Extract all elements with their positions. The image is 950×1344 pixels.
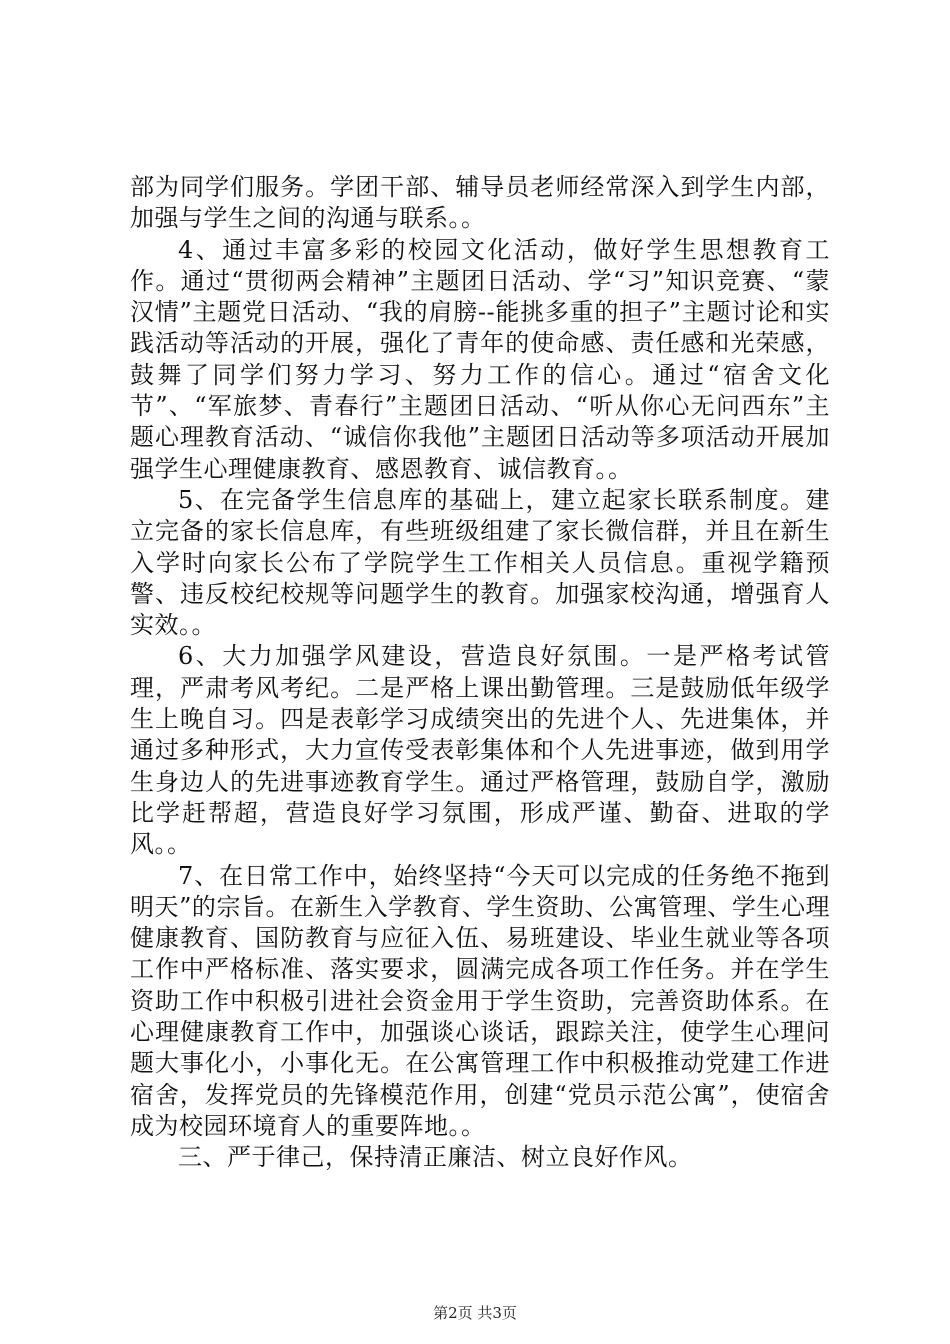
paragraph-item-7-daily-work: 7、在日常工作中，始终坚持“今天可以完成的任务绝不拖到明天”的宗旨。在新生入学教育、学生资助、公寓管理、学生心理健康教育、国防教育与应征入伍、易班建设、毕业生就业等各项工作中严格标准、落实要求，圆满完成各项工作任务。并在学生资助工作中积极引进社会资金用于学生资助，完善资助体系。在心理健康教育工作中，加强谈心谈话，跟踪关注，使学生心理问题大事化小，小事化无。在公寓管理工作中积极推动党建工作进宿舍，发挥党员的先锋模范作用，创建“党员示范公寓”，使宿舍成为校园环境育人的重要阵地。。 bbox=[130, 861, 830, 1140]
document-body bbox=[130, 172, 830, 1174]
paragraph-continuation: 部为同学们服务。学团干部、辅导员老师经常深入到学生内部，加强与学生之间的沟通与联系。。 bbox=[130, 173, 830, 233]
page-number-footer: 第2页 共3页 bbox=[433, 1304, 517, 1322]
section-heading-three: 三、严于律己，保持清正廉洁、树立良好作风。 bbox=[178, 1143, 693, 1172]
paragraph-item-6-study-style: 6、大力加强学风建设，营造良好氛围。一是严格考试管理，严肃考风考纪。二是严格上课出勤管理。三是鼓励低年级学生上晚自习。四是表彰学习成绩突出的先进个人、先进集体，并通过多种形式，大力宣传受表彰集体和个人先进事迹，做到用学生身边人的先进事迹教育学生。通过严格管理，鼓励自学，激励比学赶帮超，营造良好学习氛围，形成严谨、勤奋、进取的学风。。 bbox=[130, 642, 830, 859]
paragraph-item-5-parent-contact: 5、在完备学生信息库的基础上，建立起家长联系制度。建立完备的家长信息库，有些班级组建了家长微信群，并且在新生入学时向家长公布了学院学生工作相关人员信息。重视学籍预警、违反校纪校规等问题学生的教育。加强家校沟通，增强育人实效。。 bbox=[130, 485, 830, 640]
paragraph-item-4-campus-culture: 4、通过丰富多彩的校园文化活动，做好学生思想教育工作。通过“贯彻两会精神”主题团日活动、学“习”知识竞赛、“蒙汉情”主题党日活动、“我的肩膀--能挑多重的担子”主题讨论和实践活动等活动的开展，强化了青年的使命感、责任感和光荣感，鼓舞了同学们努力学习、努力工作的信心。通过“宿舍文化节”、“军旅梦、青春行”主题团日活动、“听从你心无问西东”主题心理教育活动、“诚信你我他”主题团日活动等多项活动开展加强学生心理健康教育、感恩教育、诚信教育。。 bbox=[130, 235, 830, 483]
